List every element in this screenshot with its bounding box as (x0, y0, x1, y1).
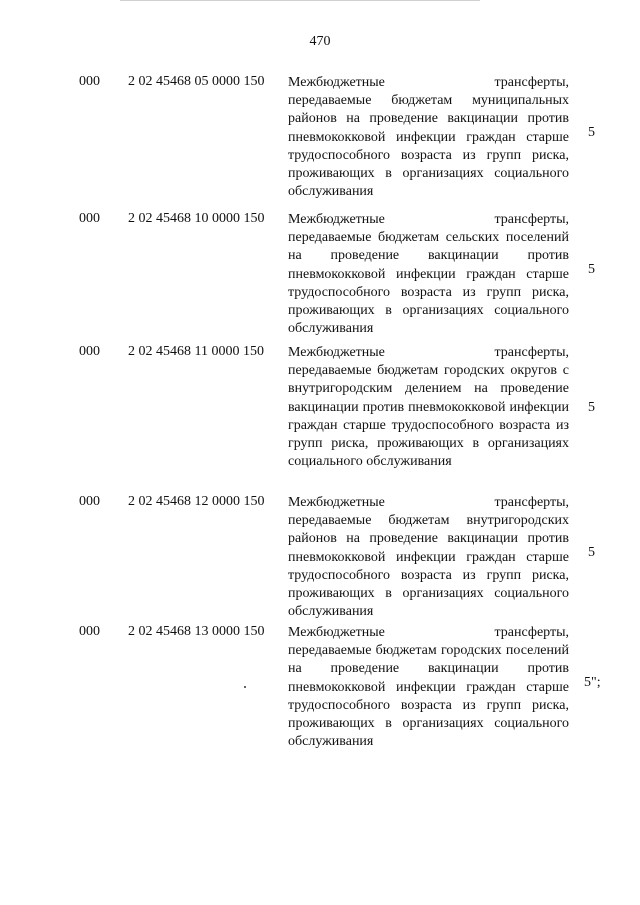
table-row (0, 207, 640, 340)
budget-classification-code: 2 02 45468 12 0000 150 (128, 494, 265, 509)
budget-classification-code: 2 02 45468 13 0000 150 (128, 624, 265, 639)
amount-value: 5 (588, 262, 595, 277)
description-first-line: Межбюджетные трансферты, (288, 495, 569, 510)
description-text: передаваемые бюджетам городских поселений на проведение вакцинации против пневмококковой инфекции граждан старше трудоспособного возраста из групп риска, проживающих в организациях социального обслуживания (288, 643, 569, 750)
budget-classification-code: 2 02 45468 11 0000 150 (128, 344, 264, 359)
table-row (0, 340, 640, 490)
table-row (0, 490, 640, 620)
table-row (0, 620, 640, 757)
budget-classification-code: 2 02 45468 10 0000 150 (128, 211, 265, 226)
description-text: передаваемые бюджетам сельских поселений на проведение вакцинации против пневмококковой инфекции граждан старше трудоспособного возраста из групп риска, проживающих в организациях социального обслуживания (288, 230, 569, 337)
income-description (288, 211, 569, 338)
admin-code: 000 (79, 494, 100, 509)
income-description (288, 494, 569, 621)
description-text: передаваемые бюджетам городских округов с внутригородским делением на проведение вакцинации против пневмококковой инфекции граждан старше трудоспособного возраста из групп риска, проживающих в организациях социального обслуживания (288, 363, 569, 470)
description-first-line: Межбюджетные трансферты, (288, 625, 569, 640)
description-text: передаваемые бюджетам муниципальных районов на проведение вакцинации против пневмококковой инфекции граждан старше трудоспособного возраста из групп риска, проживающих в организациях социального обслуживания (288, 93, 569, 200)
description-first-line: Межбюджетные трансферты, (288, 212, 569, 227)
scan-edge-line (120, 0, 480, 1)
admin-code: 000 (79, 211, 100, 226)
page-number: 470 (309, 34, 331, 49)
description-text: передаваемые бюджетам внутригородских районов на проведение вакцинации против пневмококковой инфекции граждан старше трудоспособного возраста из групп риска, проживающих в организациях социального обслуживания (288, 513, 569, 620)
admin-code: 000 (79, 74, 100, 89)
amount-value: 5 (588, 545, 595, 560)
description-first-line: Межбюджетные трансферты, (288, 75, 569, 90)
admin-code: 000 (79, 624, 100, 639)
income-description (288, 344, 569, 471)
description-first-line: Межбюджетные трансферты, (288, 345, 569, 360)
amount-value: 5 (588, 400, 595, 415)
amount-value: 5"; (584, 675, 601, 690)
income-description (288, 74, 569, 201)
table-row (0, 70, 640, 207)
amount-value: 5 (588, 125, 595, 140)
admin-code: 000 (79, 344, 100, 359)
budget-classification-code: 2 02 45468 05 0000 150 (128, 74, 265, 89)
budget-codes-table (0, 70, 640, 757)
income-description (288, 624, 569, 751)
scan-speck (244, 686, 246, 688)
